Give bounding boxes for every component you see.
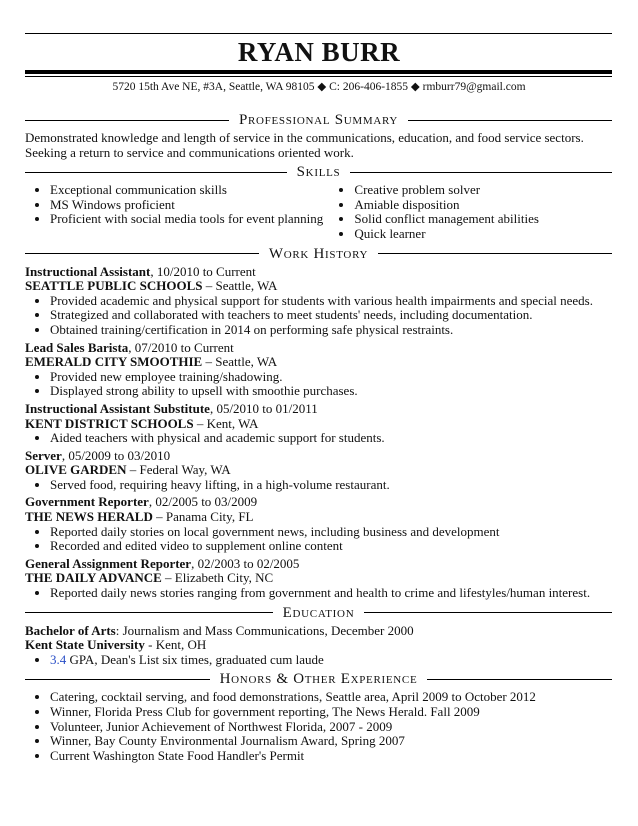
job-employer-line: [25, 510, 612, 525]
skill-item: • Quick learner: [354, 227, 612, 242]
job-bullets: [25, 478, 612, 493]
skills-title: Skills: [296, 164, 341, 181]
education-heading: [25, 604, 612, 622]
school-name: Kent State University: [25, 637, 145, 653]
skills-left-column: [25, 183, 324, 241]
job-entry: [25, 341, 612, 399]
school-line: [25, 638, 612, 653]
job-position: Instructional Assistant Substitute: [25, 400, 210, 416]
job-dates: , 10/2010 to Current: [150, 263, 256, 279]
honors-item: • Catering, cocktail serving, and food demonstrations, Seattle area, April 2009 to October 2012: [50, 690, 612, 705]
header-thick-rule: [25, 70, 612, 74]
applicant-name: RYAN BURR: [237, 37, 401, 67]
job-bullet: • Provided new employee training/shadowing.: [50, 370, 612, 385]
honors-list: [25, 690, 612, 763]
job-bullet: • Recorded and edited video to supplement online content: [50, 539, 612, 554]
job-employer-line: [25, 571, 612, 586]
skill-item: • Amiable disposition: [354, 198, 612, 213]
job-title-line: [25, 341, 612, 356]
resume-content: [25, 111, 612, 763]
job-position: Server: [25, 447, 62, 463]
contact-phone: C: 206-406-1855: [329, 81, 409, 93]
contact-address: 5720 15th Ave NE, #3A, Seattle, WA 98105: [112, 81, 315, 93]
job-title-line: [25, 495, 612, 510]
contact-email: rmburr79@gmail.com: [422, 81, 526, 93]
job-bullets: [25, 431, 612, 446]
job-entry: [25, 402, 612, 446]
job-employer-line: [25, 279, 612, 294]
work-history-heading: [25, 245, 612, 263]
school-location: - Kent, OH: [144, 637, 207, 653]
top-rule: [25, 33, 612, 34]
gpa-text: GPA, Dean's List six times, graduated cum laude: [66, 651, 324, 667]
job-employer-line: [25, 417, 612, 432]
summary-title: Professional Summary: [238, 112, 399, 128]
degree-line: [25, 624, 612, 639]
skill-item: • Creative problem solver: [354, 183, 612, 198]
degree-detail: : Journalism and Mass Communications, December 2000: [115, 622, 414, 638]
work-history-title: Work History: [268, 245, 369, 262]
header-thin-rule: [25, 76, 612, 77]
diamond-separator-icon: ◆: [410, 81, 420, 93]
job-employer: SEATTLE PUBLIC SCHOOLS: [25, 278, 203, 294]
honors-item: • Current Washington State Food Handler's Permit: [50, 749, 612, 764]
job-employer: OLIVE GARDEN: [25, 462, 127, 478]
honors-item: • Winner, Bay County Environmental Journalism Award, Spring 2007: [50, 734, 612, 749]
contact-line: [0, 80, 638, 94]
skills-heading: [25, 163, 612, 181]
degree-name: Bachelor of Arts: [25, 622, 116, 638]
job-position: Instructional Assistant: [25, 263, 151, 279]
job-location: – Seattle, WA: [202, 278, 278, 294]
job-location: – Seattle, WA: [202, 354, 278, 370]
job-dates: , 05/2010 to 01/2011: [209, 400, 318, 416]
job-entry: [25, 495, 612, 553]
education-title: Education: [282, 604, 355, 621]
job-dates: , 05/2009 to 03/2010: [61, 447, 171, 463]
job-location: – Elizabeth City, NC: [161, 570, 274, 586]
diamond-separator-icon: ◆: [317, 81, 327, 93]
skill-item: • Proficient with social media tools for event planning: [50, 212, 324, 227]
gpa-value: 3.4: [50, 651, 67, 667]
honors-item: • Winner, Florida Press Club for government reporting, The News Herald. Fall 2009: [50, 705, 612, 720]
job-dates: , 07/2010 to Current: [128, 339, 234, 355]
skill-item: • Exceptional communication skills: [50, 183, 324, 198]
job-title-line: [25, 265, 612, 280]
job-position: General Assignment Reporter: [25, 555, 192, 571]
job-bullets: [25, 586, 612, 601]
job-bullets: [25, 370, 612, 399]
honors-item: • Volunteer, Junior Achievement of Northwest Florida, 2007 - 2009: [50, 720, 612, 735]
job-title-line: [25, 449, 612, 464]
job-dates: , 02/2003 to 02/2005: [191, 555, 300, 571]
job-bullet: • Aided teachers with physical and academic support for students.: [50, 431, 612, 446]
job-entry: [25, 557, 612, 601]
job-dates: , 02/2005 to 03/2009: [148, 494, 258, 510]
job-bullet: • Obtained training/certification in 2014 on performing safe physical restraints.: [50, 323, 612, 338]
job-employer: THE NEWS HERALD: [25, 509, 153, 525]
job-title-line: [25, 557, 612, 572]
skills-right-column: [324, 183, 612, 241]
job-bullet: • Strategized and collaborated with teachers to meet students' needs, including documentation.: [50, 308, 612, 323]
job-employer-line: [25, 355, 612, 370]
job-location: – Kent, WA: [193, 415, 259, 431]
job-entry: [25, 449, 612, 493]
skill-item: • Solid conflict management abilities: [354, 212, 612, 227]
skill-item: • MS Windows proficient: [50, 198, 324, 213]
job-employer: KENT DISTRICT SCHOOLS: [25, 415, 194, 431]
education-bullets: [25, 653, 612, 668]
job-entry: [25, 265, 612, 338]
summary-text: Demonstrated knowledge and length of service in the communications, education, and food service sectors. Seeking a return to service and communications oriented work.: [25, 130, 584, 160]
job-bullet: • Reported daily stories on local government news, including business and development: [50, 525, 612, 540]
job-bullet: • Reported daily news stories ranging from government and health to crime and lifestyles/human interest.: [50, 586, 612, 601]
summary-heading: [25, 111, 612, 129]
education-bullet: [50, 653, 612, 668]
honors-heading: [25, 670, 612, 688]
job-employer: THE DAILY ADVANCE: [25, 570, 162, 586]
job-bullet: • Served food, requiring heavy lifting, in a high-volume restaurant.: [50, 478, 612, 493]
job-bullets: [25, 294, 612, 338]
job-location: – Panama City, FL: [152, 509, 254, 525]
job-bullet: • Displayed strong ability to upsell with smoothie purchases.: [50, 384, 612, 399]
job-employer-line: [25, 463, 612, 478]
job-bullets: [25, 525, 612, 554]
job-position: Government Reporter: [25, 494, 149, 510]
honors-title: Honors & Other Experience: [219, 671, 418, 688]
job-employer: EMERALD CITY SMOOTHIE: [25, 354, 203, 370]
education-entry: [25, 624, 612, 668]
skills-list: [25, 183, 612, 241]
job-location: – Federal Way, WA: [126, 462, 231, 478]
job-title-line: [25, 402, 612, 417]
job-bullet: • Provided academic and physical support for students with various health impairments and special needs.: [50, 294, 612, 309]
job-position: Lead Sales Barista: [25, 339, 129, 355]
